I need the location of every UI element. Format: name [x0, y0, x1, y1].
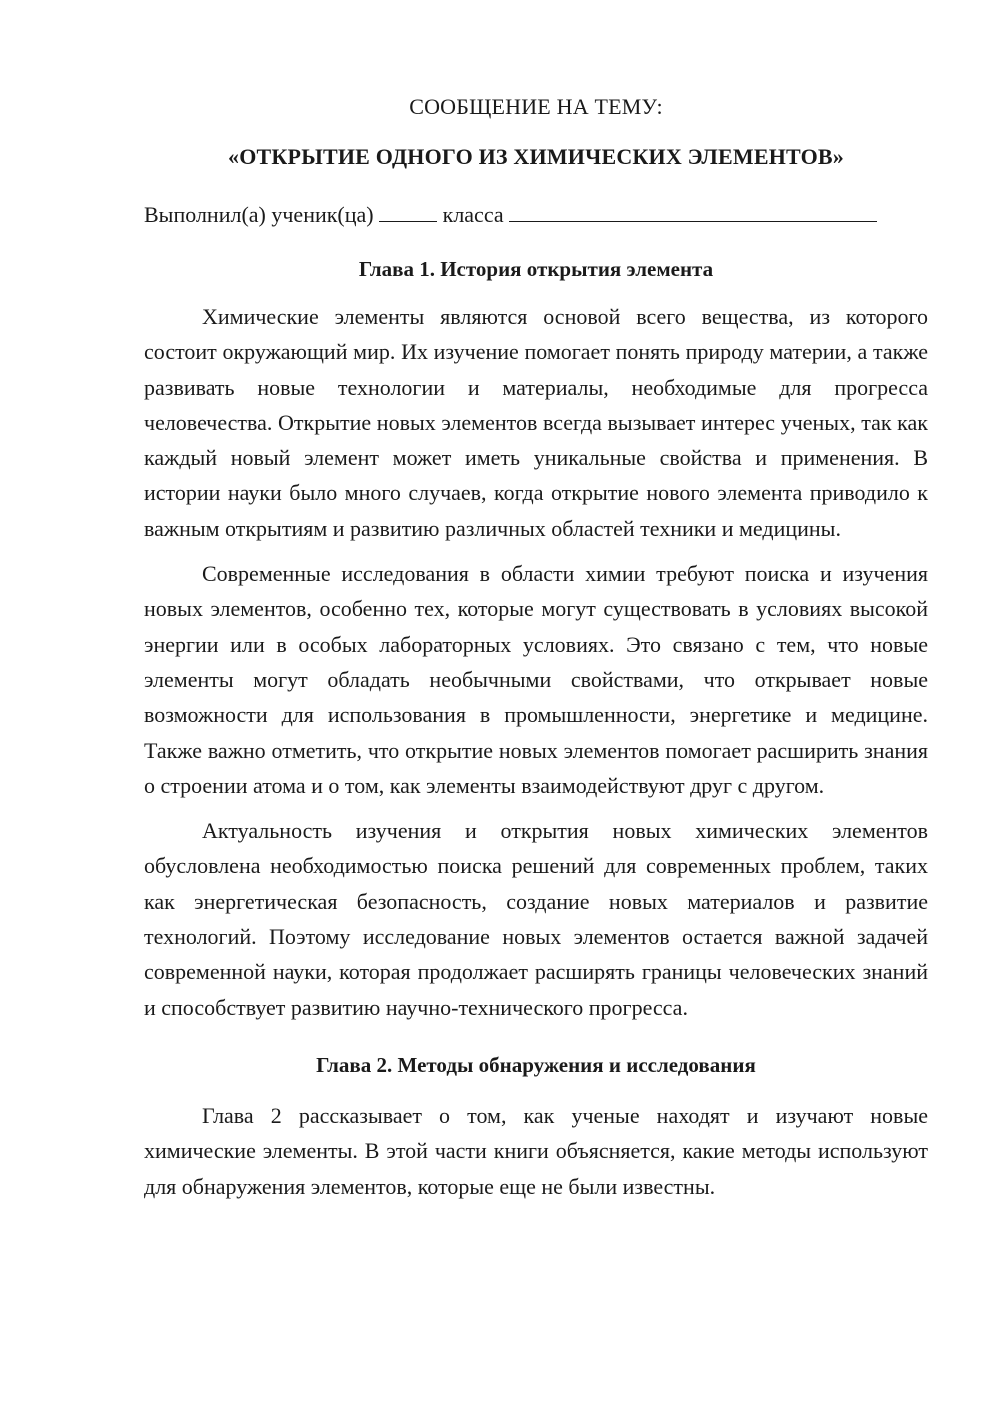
chapter1-paragraph: Актуальность изучения и открытия новых химических элементов обусловлена необходимостью поиска решений для современных проблем, таких как энергетическая безопасность, создание новых материалов и развитие технологий. Поэтому исследование новых элементов остается важной задачей современной науки, которая продолжает расширять границы человеческих знаний и способствует развитию научно-технического прогресса.: [144, 818, 928, 1020]
chapter1-paragraph: Химические элементы являются основой всего вещества, из которого состоит окружающий мир. Их изучение помогает понять природу материи, а также развивать новые технологии и материалы, необходимые для прогресса человечества. Открытие новых элементов всегда вызывает интерес ученых, так как каждый новый элемент может иметь уникальные свойства и применения. В истории науки было много случаев, когда открытие нового элемента приводило к важным открытиям и развитию различных областей техники и медицины.: [144, 304, 928, 541]
author-line: [144, 199, 928, 230]
chapter1-paragraph: Современные исследования в области химии требуют поиска и изучения новых элементов, особенно тех, которые могут существовать в условиях высокой энергии или в особых лабораторных условиях. Это связано с тем, что новые элементы могут обладать необычными свойствами, что открывает новые возможности для использования в промышленности, энергетике и медицине. Также важно отметить, что открытие новых элементов помогает расширить знания о строении атома и о том, как элементы взаимодействуют друг с другом.: [144, 561, 928, 798]
chapter1-heading: Глава 1. История открытия элемента: [358, 257, 714, 281]
chapter2-heading: Глава 2. Методы обнаружения и исследования: [316, 1052, 756, 1077]
chapter2-paragraph: Глава 2 рассказывает о том, как ученые находят и изучают новые химические элементы. В этой части книги объясняется, какие методы используют для обнаружения элементов, которые еще не были известны.: [144, 1102, 928, 1199]
document-title-line1: СООБЩЕНИЕ НА ТЕМУ:: [409, 94, 663, 119]
name-blank: [509, 199, 877, 222]
grade-blank: [379, 199, 437, 222]
document-title-topic: «ОТКРЫТИЕ ОДНОГО ИЗ ХИМИЧЕСКИХ ЭЛЕМЕНТОВ»: [228, 144, 844, 169]
author-label: Выполнил(а) ученик(ца): [144, 202, 374, 227]
class-label: класса: [442, 202, 504, 227]
document-page: [144, 92, 928, 1204]
